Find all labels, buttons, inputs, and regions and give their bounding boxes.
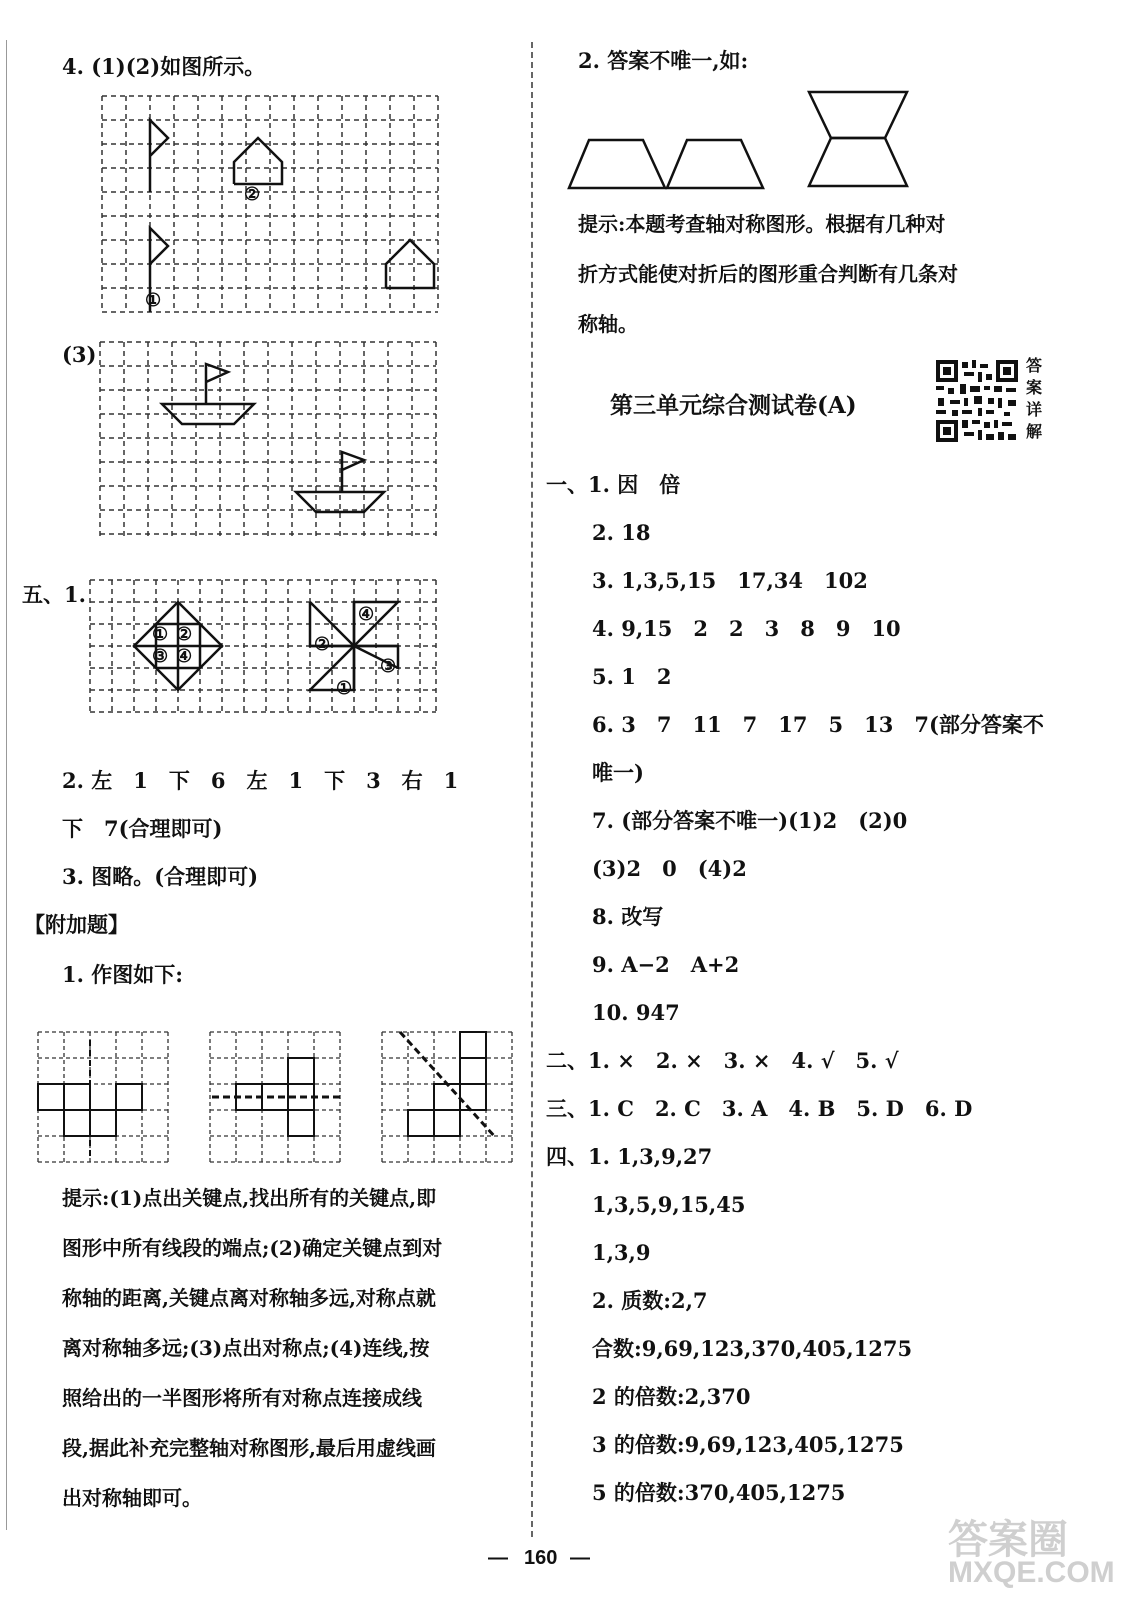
page-number: 160 (524, 1547, 558, 1569)
q4-sub3-label: (3) (62, 342, 97, 367)
sec5-mark-3a: ③ (152, 646, 169, 667)
addon-1-label: 1. 作图如下: (62, 962, 183, 987)
qr-caption-4: 解 (1026, 422, 1043, 441)
answer-line: 一、1. 因 倍 (546, 472, 681, 497)
answer-line: 四、1. 1,3,9,27 (546, 1144, 713, 1169)
answer-line: 唯一) (592, 760, 644, 785)
qr-caption-2: 案 (1026, 378, 1043, 397)
left-hint-line-4: 离对称轴多远;(3)点出对称点;(4)连线,按 (62, 1336, 430, 1360)
left-hint-line-7: 出对称轴即可。 (62, 1486, 202, 1510)
qr-caption-3: 详 (1026, 400, 1043, 419)
addon-figure-3 (380, 1030, 516, 1166)
sec5-mark-2b: ② (314, 634, 331, 655)
addon-figure-2 (208, 1030, 344, 1166)
q5-3: 3. 图略。(合理即可) (62, 864, 259, 889)
q5-2-line2: 下 7(合理即可) (62, 816, 223, 841)
sec5-mark-2a: ② (176, 624, 193, 645)
answer-line: 7. (部分答案不唯一)(1)2 (2)0 (592, 808, 908, 833)
answer-line: 3 的倍数:9,69,123,405,1275 (592, 1432, 904, 1457)
answer-line: 8. 改写 (592, 904, 664, 929)
sec5-label: 五、1. (22, 582, 86, 607)
answer-line: 2 的倍数:2,370 (592, 1384, 751, 1409)
page-edge-line (6, 40, 7, 1530)
left-hint-line-5: 照给出的一半图形将所有对称点连接成线 (62, 1386, 422, 1410)
q4-mark-1: ① (145, 290, 162, 311)
column-divider (531, 42, 533, 1537)
sec5-mark-3b: ③ (380, 656, 397, 677)
q4-boat-grid-figure (98, 340, 454, 540)
answer-line: 2. 质数:2,7 (592, 1288, 708, 1313)
answer-line: 1,3,5,9,15,45 (592, 1192, 746, 1217)
q2-label: 2. 答案不唯一,如: (578, 48, 749, 73)
sec5-mark-4b: ④ (358, 604, 375, 625)
q2-trapezoid-figure (565, 88, 925, 194)
q4-grid-figure (100, 94, 452, 316)
watermark-url: MXQE.COM (948, 1556, 1115, 1589)
page-number-dash-right: — (570, 1547, 590, 1569)
answer-line: 二、1. × 2. × 3. × 4. √ 5. √ (546, 1048, 899, 1073)
right-hint-line-1: 提示:本题考查轴对称图形。根据有几种对 (578, 212, 946, 236)
answer-line: 合数:9,69,123,370,405,1275 (592, 1336, 913, 1361)
answer-line: 5. 1 2 (592, 664, 672, 689)
answer-line: 4. 9,15 2 2 3 8 9 10 (592, 616, 901, 641)
right-hint-line-3: 称轴。 (578, 312, 638, 336)
q4-label: 4. (1)(2)如图所示。 (62, 54, 266, 79)
answer-line: 6. 3 7 11 7 17 5 13 7(部分答案不 (592, 712, 1044, 737)
sec5-mark-4a: ④ (176, 646, 193, 667)
watermark-logo: 答案圈 (948, 1518, 1068, 1562)
answer-line: 2. 18 (592, 520, 651, 545)
addon-label: 【附加题】 (24, 912, 129, 937)
left-hint-line-1: 提示:(1)点出关键点,找出所有的关键点,即 (62, 1186, 437, 1210)
left-hint-line-3: 称轴的距离,关键点离对称轴多远,对称点就 (62, 1286, 436, 1310)
q5-2-line1: 2. 左 1 下 6 左 1 下 3 右 1 (62, 768, 459, 793)
left-hint-line-2: 图形中所有线段的端点;(2)确定关键点到对 (62, 1236, 443, 1260)
answer-line: 1,3,9 (592, 1240, 651, 1265)
sec5-mark-1b: ① (336, 678, 353, 699)
left-hint-line-6: 段,据此补充完整轴对称图形,最后用虚线画 (62, 1436, 436, 1460)
qr-caption-1: 答 (1026, 356, 1043, 375)
answer-line: 9. A−2 A+2 (592, 952, 740, 977)
page-number-dash-left: — (488, 1547, 508, 1569)
addon-figure-1 (36, 1030, 172, 1166)
answer-line: 10. 947 (592, 1000, 680, 1025)
answer-line: (3)2 0 (4)2 (592, 856, 747, 881)
answer-line: 三、1. C 2. C 3. A 4. B 5. D 6. D (546, 1096, 973, 1121)
answer-line: 3. 1,3,5,15 17,34 102 (592, 568, 868, 593)
qr-code-icon (934, 358, 1020, 444)
sec5-mark-1a: ① (152, 624, 169, 645)
right-hint-line-2: 折方式能使对折后的图形重合判断有几条对 (578, 262, 958, 286)
answer-line: 5 的倍数:370,405,1275 (592, 1480, 846, 1505)
test-title: 第三单元综合测试卷(A) (610, 392, 857, 419)
q4-mark-2: ② (244, 184, 261, 205)
sec5-grid-figure (88, 578, 438, 714)
